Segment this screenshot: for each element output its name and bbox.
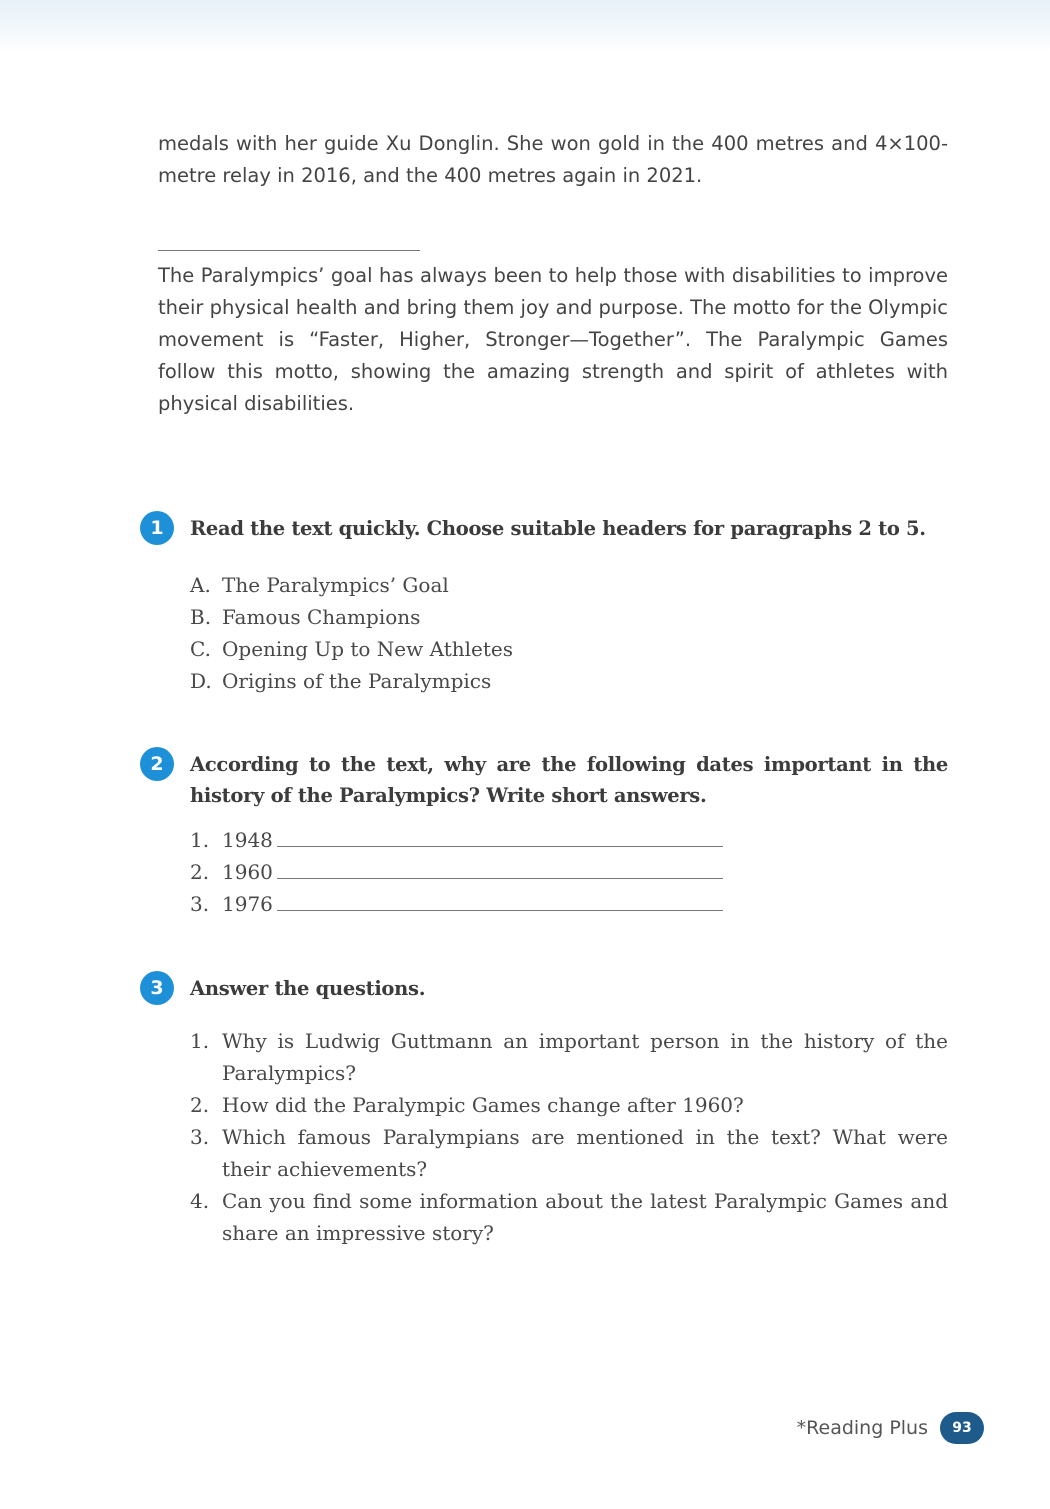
page-footer <box>797 1411 984 1445</box>
list-item: 1. 1948 <box>190 824 948 856</box>
task-2-instruction: According to the text, why are the following dates important in the history of the Paralympics? Write short answers. <box>190 753 948 807</box>
list-item: 1. Why is Ludwig Guttmann an important person in the history of the Paralympics? <box>190 1029 948 1085</box>
task-1-instruction: Read the text quickly. Choose suitable headers for paragraphs 2 to 5. <box>190 517 926 540</box>
list-item: 4. Can you find some information about the latest Paralympic Games and share an impressive story? <box>190 1189 948 1245</box>
list-item: 3. 1976 <box>190 888 948 920</box>
task-number-badge: 1 <box>140 511 174 545</box>
list-item: C. Opening Up to New Athletes <box>190 637 513 661</box>
paragraph-header-blank <box>158 250 420 251</box>
list-item: 2. How did the Paralympic Games change after 1960? <box>190 1093 744 1117</box>
list-item: 2. 1960 <box>190 856 948 888</box>
top-header-band <box>0 0 1050 52</box>
paragraph-continued: medals with her guide Xu Donglin. She won gold in the 400 metres and 4×100-metre relay in 2016, and the 400 metres again in 2021. <box>158 132 948 187</box>
page-number-badge: 93 <box>940 1412 984 1444</box>
task-3-instruction: Answer the questions. <box>190 977 426 1000</box>
list-item: D. Origins of the Paralympics <box>190 669 492 693</box>
answer-line[interactable] <box>277 832 723 847</box>
answer-line[interactable] <box>277 896 723 911</box>
task-1-header <box>140 511 948 547</box>
paragraph-goal: The Paralympics’ goal has always been to help those with disabilities to improve their physical health and bring them joy and purpose. The motto for the Olympic movement is “Faster, Higher, Stronger—Together”. The Paralympic Games follow this motto, showing the amazing strength and spirit of athletes with physical disabilities. <box>158 264 948 415</box>
task-number-badge: 3 <box>140 971 174 1005</box>
task-number-badge: 2 <box>140 747 174 781</box>
task-2-header <box>140 747 948 813</box>
task-1-options <box>190 569 948 697</box>
list-item: 3. Which famous Paralympians are mentioned in the text? What were their achievements? <box>190 1125 948 1181</box>
task-3-header <box>140 971 948 1007</box>
answer-line[interactable] <box>277 864 723 879</box>
list-item: A. The Paralympics’ Goal <box>190 573 449 597</box>
list-item: B. Famous Champions <box>190 605 421 629</box>
section-label: *Reading Plus <box>796 1417 928 1439</box>
task-2-answers <box>190 824 948 920</box>
task-3-questions <box>190 1025 948 1249</box>
